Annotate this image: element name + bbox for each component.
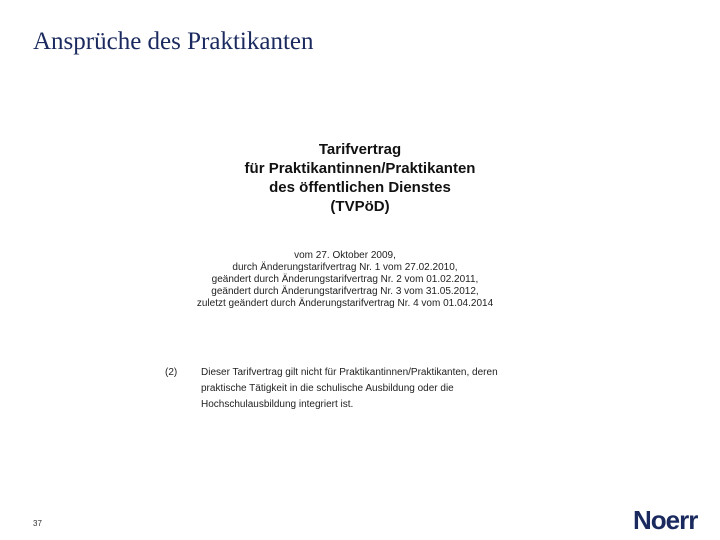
noerr-logo: Noerr — [633, 505, 698, 535]
amendment-line: geändert durch Änderungstarifvertrag Nr. 2 vom 01.02.2011, — [211, 274, 479, 285]
amendment-line: geändert durch Änderungstarifvertrag Nr. 3 vom 31.05.2012, — [211, 286, 479, 297]
amendment-line: zuletzt geändert durch Änderungstarifvertrag Nr. 4 vom 01.04.2014 — [196, 298, 494, 309]
clause-text: Dieser Tarifvertrag gilt nicht für Praktikantinnen/Praktikanten, deren praktische Tätigkeit in die schulische Ausbildung oder die Hochschulausbildung integriert ist. — [201, 367, 498, 410]
heading-line: des öffentlichen Dienstes — [269, 179, 451, 196]
page-number: 37 — [33, 519, 42, 528]
amendment-line: vom 27. Oktober 2009, — [294, 250, 396, 261]
heading-line: für Praktikantinnen/Praktikanten — [244, 160, 476, 177]
heading-line: (TVPöD) — [330, 198, 390, 215]
amendment-line: durch Änderungstarifvertrag Nr. 1 vom 27.02.2010, — [232, 262, 458, 273]
heading-line: Tarifvertrag — [318, 141, 402, 158]
clause-number: (2) — [165, 367, 178, 378]
slide-title: Ansprüche des Praktikanten — [33, 28, 314, 55]
document-heading — [200, 140, 520, 216]
amendment-history — [180, 250, 510, 310]
